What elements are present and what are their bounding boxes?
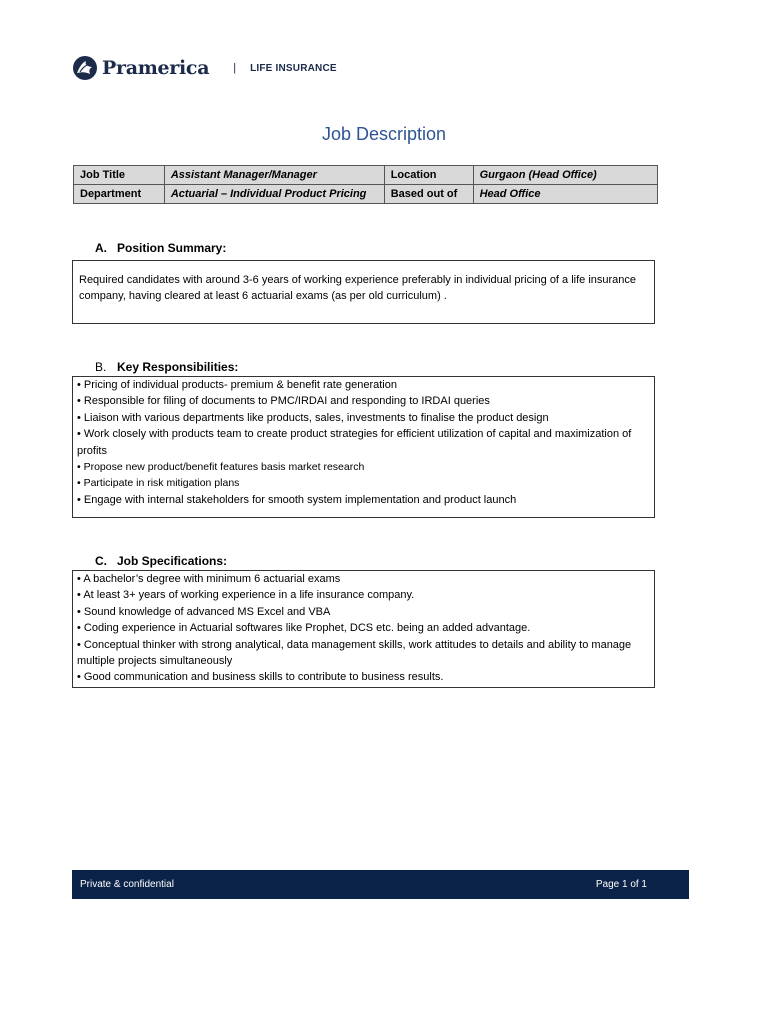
rock-logo-icon — [72, 55, 98, 81]
page-footer — [72, 870, 689, 899]
table-row — [74, 185, 658, 204]
list-item: • At least 3+ years of working experience in a life insurance company. — [77, 587, 650, 603]
job-specifications-box — [72, 570, 655, 688]
list-item: • Coding experience in Actuarial softwares like Prophet, DCS etc. being an added advantage. — [77, 620, 650, 636]
based-out-of-label: Based out of — [384, 185, 473, 204]
list-item: • Good communication and business skills to contribute to business results. — [77, 669, 650, 685]
section-letter: B. — [95, 360, 107, 374]
position-summary-heading — [95, 241, 226, 255]
job-info-table — [73, 165, 658, 204]
document-header — [72, 52, 337, 84]
based-out-of-value: Head Office — [473, 185, 657, 204]
page-title: Job Description — [321, 124, 447, 144]
list-item: • Responsible for filing of documents to PMC/IRDAI and responding to IRDAI queries — [77, 393, 650, 409]
section-title: Key Responsibilities: — [117, 360, 239, 374]
brand-name: Pramerica — [102, 57, 210, 79]
page-number: Page 1 of 1 — [595, 879, 647, 890]
job-specifications-heading — [95, 554, 227, 568]
section-title: Position Summary: — [117, 241, 227, 255]
key-responsibilities-heading — [95, 360, 238, 374]
list-item: • Sound knowledge of advanced MS Excel and VBA — [77, 604, 650, 620]
position-summary-text: Required candidates with around 3-6 years of working experience preferably in individual pricing of a life insurance company, having cleared at least 6 actuarial exams (as per old curriculum) . — [79, 274, 637, 303]
list-item: • Participate in risk mitigation plans — [77, 475, 650, 491]
location-value: Gurgaon (Head Office) — [473, 166, 657, 185]
header-divider: | — [233, 62, 237, 74]
department-label: Department — [74, 185, 165, 204]
position-summary-box — [72, 260, 655, 324]
table-row — [74, 166, 658, 185]
list-item: • Liaison with various departments like products, sales, investments to finalise the product design — [77, 410, 650, 426]
section-letter: A. — [95, 241, 107, 255]
list-item: • Pricing of individual products- premium & benefit rate generation — [77, 377, 650, 393]
job-title-label: Job Title — [74, 166, 165, 185]
key-responsibilities-box — [72, 376, 655, 518]
list-item: • Engage with internal stakeholders for smooth system implementation and product launch — [77, 492, 650, 508]
list-item: • Conceptual thinker with strong analytical, data management skills, work attitudes to details and ability to manage multiple projects simultaneously — [77, 637, 650, 670]
responsibilities-list — [77, 377, 650, 508]
list-item: • Propose new product/benefit features basis market research — [77, 459, 650, 475]
specifications-list — [77, 571, 650, 686]
brand-tagline: LIFE INSURANCE — [250, 62, 337, 74]
job-title-value: Assistant Manager/Manager — [164, 166, 384, 185]
list-item: • A bachelor’s degree with minimum 6 actuarial exams — [77, 571, 650, 587]
confidentiality-note: Private & confidential — [80, 879, 174, 890]
section-letter: C. — [95, 554, 107, 568]
department-value: Actuarial – Individual Product Pricing — [164, 185, 384, 204]
section-title: Job Specifications: — [117, 554, 228, 568]
location-label: Location — [384, 166, 473, 185]
list-item: • Work closely with products team to create product strategies for efficient utilization of capital and maximization of profits — [77, 426, 650, 459]
